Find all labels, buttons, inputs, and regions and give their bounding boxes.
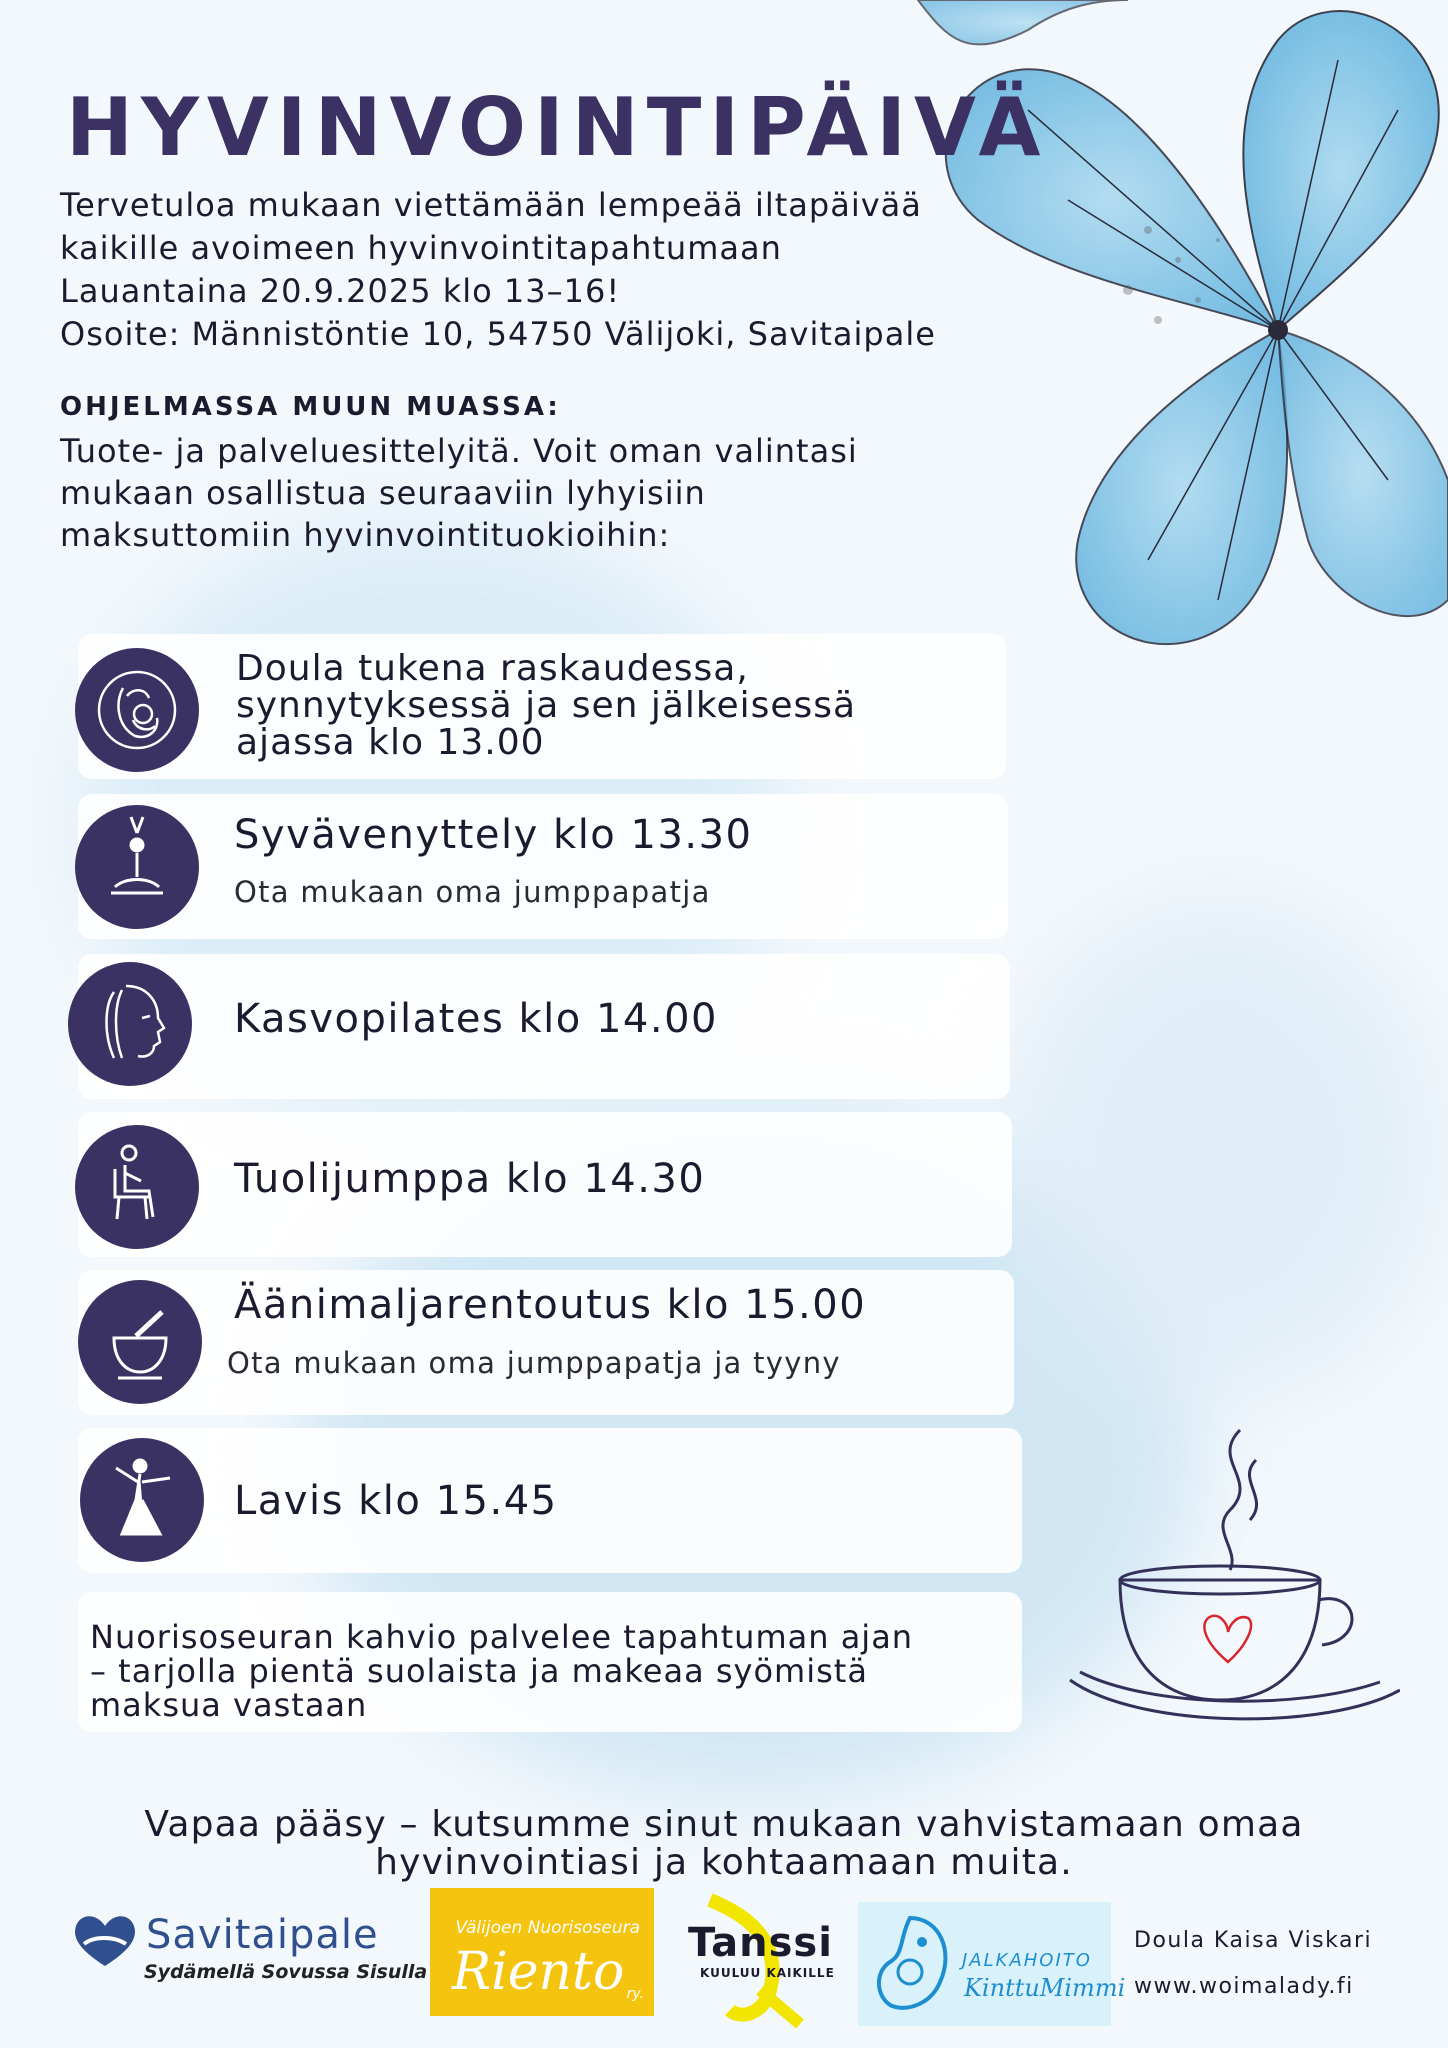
program-line: Tuote- ja palveluesittelyitä. Voit oman valintasi: [60, 432, 858, 470]
session-title: Syvävenyttely klo 13.30: [234, 812, 753, 858]
kinttumimmi-logo-line1: JALKAHOITO: [962, 1950, 1092, 1971]
riento-logo-ry: ry.: [626, 1986, 644, 2002]
kinttumimmi-logo: [858, 1902, 1126, 2026]
coffee-cup-icon: [1060, 1410, 1400, 1750]
program-line: mukaan osallistua seuraaviin lyhyisiin: [60, 474, 706, 512]
session-title: Äänimaljarentoutus klo 15.00: [234, 1282, 867, 1328]
kinttumimmi-logo-line2: KinttuMimmi: [964, 1974, 1126, 2002]
program-description: [60, 430, 858, 556]
foot-paisley-icon: [870, 1912, 960, 2016]
mother-baby-icon: [75, 648, 199, 772]
cafe-text: Nuorisoseuran kahvio palvelee tapahtuman ajan – tarjolla pientä suolaista ja makeaa syömistä maksua vastaan: [90, 1618, 914, 1724]
program-line: maksuttomiin hyvinvointituokioihin:: [60, 516, 671, 554]
session-title: Tuolijumppa klo 14.30: [234, 1156, 706, 1202]
face-icon: [68, 962, 192, 1086]
dancer-icon: [80, 1438, 204, 1562]
contact-name: Doula Kaisa Viskari: [1134, 1928, 1373, 1953]
intro-text: [60, 184, 936, 356]
free-entry-line: hyvinvointiasi ja kohtaamaan muita.: [375, 1842, 1073, 1883]
intro-line: Tervetuloa mukaan viettämään lempeää iltapäivää: [60, 186, 922, 224]
event-address: Osoite: Männistöntie 10, 54750 Välijoki, Savitaipale: [60, 315, 936, 353]
session-title: Kasvopilates klo 14.00: [234, 996, 718, 1042]
watercolor-wash: [1000, 900, 1440, 1400]
page-title: HYVINVOINTIPÄIVÄ: [66, 81, 1049, 174]
chair-person-icon: [75, 1125, 199, 1249]
session-note: Ota mukaan oma jumppapatja: [234, 875, 711, 909]
tanssi-logo-name: Tanssi: [688, 1920, 833, 1966]
session-note: Ota mukaan oma jumppapatja ja tyyny: [227, 1346, 841, 1380]
program-heading: OHJELMASSA MUUN MUASSA:: [60, 392, 561, 422]
session-title: Doula tukena raskaudessa, synnytyksessä ja sen jälkeisessä ajassa klo 13.00: [236, 648, 857, 763]
tanssi-logo-slogan: KUULUU KAIKILLE: [700, 1966, 835, 1980]
free-entry-line: Vapaa pääsy – kutsumme sinut mukaan vahvistamaan omaa: [144, 1804, 1304, 1845]
yoga-icon: [75, 805, 199, 929]
intro-line: kaikille avoimeen hyvinvointitapahtumaan: [60, 229, 782, 267]
savitaipale-heart-logo-icon: [70, 1910, 140, 1970]
contact-website[interactable]: www.woimalady.fi: [1134, 1974, 1354, 1999]
riento-logo-name: Riento: [452, 1942, 625, 2002]
singing-bowl-icon: [78, 1280, 202, 1404]
event-date: Lauantaina 20.9.2025 klo 13–16!: [60, 272, 621, 310]
savitaipale-logo-slogan: Sydämellä Sovussa Sisulla: [144, 1961, 428, 1983]
riento-logo-subtitle: Välijoen Nuorisoseura: [455, 1918, 640, 1938]
session-title: Lavis klo 15.45: [234, 1478, 558, 1524]
riento-logo: [430, 1888, 654, 2016]
savitaipale-logo-name: Savitaipale: [146, 1912, 379, 1958]
